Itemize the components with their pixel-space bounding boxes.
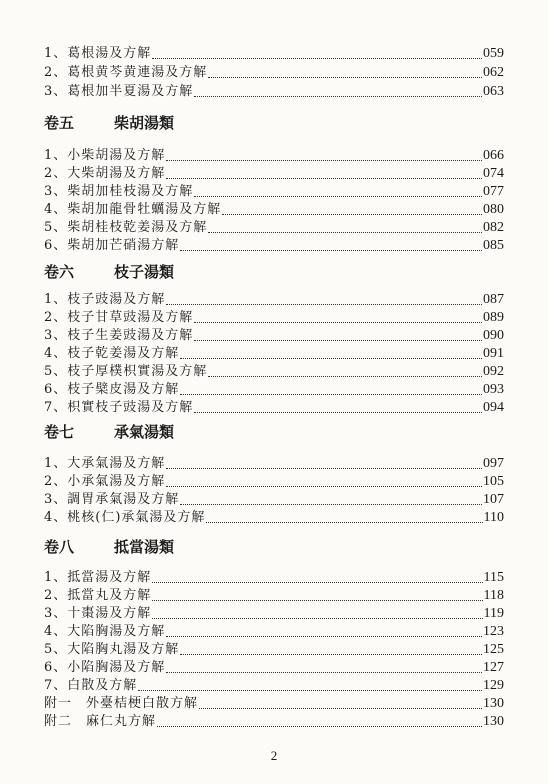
toc-entry[interactable]	[44, 148, 504, 164]
toc-entry[interactable]	[44, 65, 504, 81]
entry-title: 2、抵當丸及方解	[44, 588, 152, 603]
entry-page: 125	[483, 642, 504, 657]
entry-title: 2、葛根黄芩黄連湯及方解	[44, 65, 208, 80]
leader-dots	[166, 663, 482, 673]
toc-entry[interactable]	[44, 606, 504, 622]
volume-label: 卷六	[44, 263, 75, 281]
entry-page: 059	[483, 46, 504, 61]
entry-title: 3、調胃承氣湯及方解	[44, 492, 180, 507]
entry-title: 附二 麻仁丸方解	[44, 714, 157, 729]
toc-entry[interactable]	[44, 292, 504, 308]
toc-entry[interactable]	[44, 166, 504, 182]
entry-page: 130	[483, 696, 504, 711]
entry-page: 063	[483, 84, 504, 99]
leader-dots	[166, 151, 482, 161]
entry-page: 080	[483, 202, 504, 217]
entry-title: 4、大陷胸湯及方解	[44, 624, 166, 639]
entry-title: 5、柴胡桂枝乾姜湯及方解	[44, 220, 208, 235]
entry-page: 089	[483, 310, 504, 325]
section-heading	[44, 112, 174, 133]
entry-page: 087	[483, 292, 504, 307]
entry-title: 7、枳實枝子豉湯及方解	[44, 400, 194, 415]
leader-dots	[180, 645, 482, 655]
toc-entry[interactable]	[44, 364, 504, 380]
entry-page: 062	[483, 65, 504, 80]
leader-dots	[208, 68, 482, 78]
toc-entry[interactable]	[44, 474, 504, 490]
leader-dots	[208, 367, 482, 377]
toc-entry[interactable]	[44, 660, 504, 676]
entry-page: 105	[483, 474, 504, 489]
entry-title: 4、柴胡加龍骨牡蠣湯及方解	[44, 202, 222, 217]
entry-page: 092	[483, 364, 504, 379]
toc-entry[interactable]	[44, 310, 504, 326]
section-name: 承氣湯類	[114, 423, 175, 441]
toc-entry[interactable]	[44, 400, 504, 416]
entry-page: 115	[483, 570, 504, 585]
entry-title: 6、柴胡加芒硝湯方解	[44, 238, 180, 253]
section-name: 柴胡湯類	[114, 114, 175, 132]
leader-dots	[194, 313, 482, 323]
entry-page: 066	[483, 148, 504, 163]
leader-dots	[222, 205, 482, 215]
entry-page: 107	[483, 492, 504, 507]
leader-dots	[206, 513, 482, 523]
leader-dots	[166, 477, 482, 487]
entry-title: 1、小柴胡湯及方解	[44, 148, 166, 163]
toc-entry[interactable]	[44, 328, 504, 344]
entry-title: 4、桃核(仁)承氣湯及方解	[44, 510, 206, 525]
volume-label: 卷五	[44, 114, 75, 132]
leader-dots	[138, 681, 482, 691]
toc-entry[interactable]	[44, 46, 504, 62]
leader-dots	[194, 403, 482, 413]
entry-page: 093	[483, 382, 504, 397]
leader-dots	[199, 699, 482, 709]
volume-label: 卷八	[44, 538, 75, 556]
toc-entry[interactable]	[44, 624, 504, 640]
entry-title: 7、白散及方解	[44, 678, 138, 693]
leader-dots	[208, 223, 482, 233]
entry-page: 130	[483, 714, 504, 729]
leader-dots	[152, 591, 482, 601]
toc-entry[interactable]	[44, 346, 504, 362]
entry-page: 129	[483, 678, 504, 693]
toc-entry[interactable]	[44, 220, 504, 236]
entry-title: 1、枝子豉湯及方解	[44, 292, 166, 307]
volume-label: 卷七	[44, 423, 75, 441]
entry-page: 097	[483, 456, 504, 471]
entry-title: 5、大陷胸丸湯及方解	[44, 642, 180, 657]
entry-title: 6、枝子檗皮湯及方解	[44, 382, 180, 397]
toc-entry[interactable]	[44, 238, 504, 254]
entry-page: 090	[483, 328, 504, 343]
entry-title: 3、枝子生姜豉湯及方解	[44, 328, 194, 343]
leader-dots	[166, 627, 482, 637]
entry-title: 1、抵當湯及方解	[44, 570, 152, 585]
section-heading	[44, 261, 174, 282]
section-name: 枝子湯類	[114, 263, 175, 281]
entry-title: 6、小陷胸湯及方解	[44, 660, 166, 675]
entry-page: 074	[483, 166, 504, 181]
entry-title: 5、枝子厚樸枳實湯及方解	[44, 364, 208, 379]
entry-title: 2、小承氣湯及方解	[44, 474, 166, 489]
entry-title: 1、葛根湯及方解	[44, 46, 152, 61]
leader-dots	[166, 459, 482, 469]
entry-page: 077	[483, 184, 504, 199]
entry-page: 123	[483, 624, 504, 639]
entry-page: 127	[483, 660, 504, 675]
toc-entry[interactable]	[44, 492, 504, 508]
entry-page: 118	[483, 588, 504, 603]
section-heading	[44, 536, 174, 557]
leader-dots	[152, 49, 482, 59]
leader-dots	[194, 187, 482, 197]
leader-dots	[180, 495, 482, 505]
toc-entry[interactable]	[44, 696, 504, 712]
section-name: 抵當湯類	[114, 538, 175, 556]
leader-dots	[194, 331, 482, 341]
toc-entry[interactable]	[44, 456, 504, 472]
entry-title: 3、葛根加半夏湯及方解	[44, 84, 194, 99]
leader-dots	[152, 573, 482, 583]
leader-dots	[166, 295, 482, 305]
leader-dots	[180, 349, 482, 359]
entry-title: 附一 外臺桔梗白散方解	[44, 696, 199, 711]
leader-dots	[166, 169, 482, 179]
toc-entry[interactable]	[44, 184, 504, 200]
leader-dots	[157, 717, 482, 727]
entry-title: 4、枝子乾姜湯及方解	[44, 346, 180, 361]
entry-page: 110	[483, 510, 504, 525]
toc-entry[interactable]	[44, 588, 504, 604]
toc-entry[interactable]	[44, 570, 504, 586]
leader-dots	[152, 609, 482, 619]
entry-title: 3、柴胡加桂枝湯及方解	[44, 184, 194, 199]
leader-dots	[180, 385, 482, 395]
toc-entry[interactable]	[44, 510, 504, 526]
section-heading	[44, 421, 174, 442]
toc-entry[interactable]	[44, 382, 504, 398]
entry-page: 085	[483, 238, 504, 253]
toc-entry[interactable]	[44, 642, 504, 658]
leader-dots	[180, 241, 482, 251]
toc-entry[interactable]	[44, 84, 504, 100]
entry-title: 2、枝子甘草豉湯及方解	[44, 310, 194, 325]
entry-page: 082	[483, 220, 504, 235]
leader-dots	[194, 87, 482, 97]
entry-title: 2、大柴胡湯及方解	[44, 166, 166, 181]
toc-entry[interactable]	[44, 678, 504, 694]
entry-title: 3、十棗湯及方解	[44, 606, 152, 621]
toc-entry[interactable]	[44, 714, 504, 730]
page-number: 2	[270, 748, 278, 763]
entry-page: 119	[483, 606, 504, 621]
entry-page: 091	[483, 346, 504, 361]
entry-page: 094	[483, 400, 504, 415]
entry-title: 1、大承氣湯及方解	[44, 456, 166, 471]
toc-entry[interactable]	[44, 202, 504, 218]
